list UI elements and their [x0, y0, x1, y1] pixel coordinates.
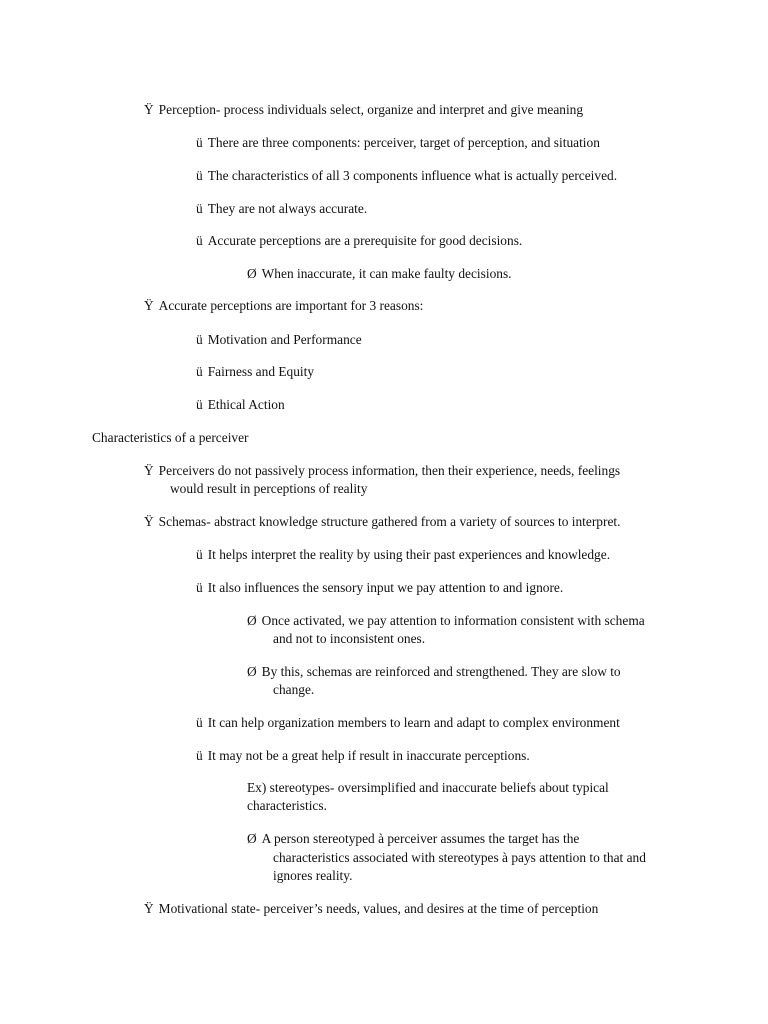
- list-item: [196, 396, 285, 414]
- item-text: Ethical Action: [207, 397, 285, 412]
- bullet-icon: Ÿ: [144, 102, 154, 117]
- check-bullet-icon: ü: [196, 168, 203, 183]
- example-item: [247, 779, 609, 797]
- list-item: [144, 101, 583, 119]
- item-text: Accurate perceptions are a prerequisite for good decisions.: [207, 233, 523, 248]
- item-text: It can help organization members to learn and adapt to complex environment: [207, 715, 620, 730]
- list-item: [196, 331, 362, 349]
- item-text: It may not be a great help if result in inaccurate perceptions.: [207, 748, 530, 763]
- bullet-icon: Ÿ: [144, 901, 154, 916]
- item-text: Perception- process individuals select, organize and interpret and give meaning: [158, 102, 584, 117]
- check-bullet-icon: ü: [196, 364, 203, 379]
- list-item: [196, 714, 620, 732]
- arrow-bullet-icon: Ø: [247, 831, 257, 846]
- item-text: Motivation and Performance: [207, 332, 362, 347]
- list-item: [196, 167, 617, 185]
- list-item: [144, 513, 620, 531]
- list-item: [196, 232, 522, 250]
- arrow-bullet-icon: Ø: [247, 664, 257, 679]
- check-bullet-icon: ü: [196, 201, 203, 216]
- item-text: They are not always accurate.: [207, 201, 368, 216]
- heading-text: Characteristics of a perceiver: [92, 430, 249, 445]
- bullet-icon: Ÿ: [144, 298, 154, 313]
- check-bullet-icon: ü: [196, 332, 203, 347]
- arrow-bullet-icon: Ø: [247, 266, 257, 281]
- item-continuation: would result in perceptions of reality: [170, 481, 368, 496]
- item-text: Perceivers do not passively process information, then their experience, needs, feelings: [158, 463, 621, 478]
- section-heading: [92, 429, 249, 447]
- bullet-icon: Ÿ: [144, 463, 154, 478]
- list-item: [196, 546, 610, 564]
- item-text: By this, schemas are reinforced and strengthened. They are slow to: [261, 664, 621, 679]
- item-text: The characteristics of all 3 components influence what is actually perceived.: [207, 168, 618, 183]
- list-item: [196, 134, 600, 152]
- list-item: [247, 830, 579, 848]
- list-item: [144, 900, 598, 918]
- item-continuation: characteristics.: [247, 798, 327, 813]
- list-item: [196, 747, 530, 765]
- bullet-icon: Ÿ: [144, 514, 154, 529]
- list-item: [247, 663, 621, 681]
- item-continuation: characteristics associated with stereotypes à pays attention to that and: [273, 850, 646, 865]
- item-continuation: and not to inconsistent ones.: [273, 631, 426, 646]
- list-item: [144, 462, 620, 480]
- list-item: [247, 612, 645, 630]
- item-text: When inaccurate, it can make faulty decisions.: [261, 266, 512, 281]
- item-text: Accurate perceptions are important for 3 reasons:: [158, 298, 424, 313]
- item-text: It also influences the sensory input we pay attention to and ignore.: [207, 580, 564, 595]
- list-item: [144, 297, 423, 315]
- item-continuation: ignores reality.: [273, 868, 353, 883]
- item-text: Once activated, we pay attention to information consistent with schema: [261, 613, 645, 628]
- item-text: Schemas- abstract knowledge structure gathered from a variety of sources to interpret.: [158, 514, 621, 529]
- item-text: Fairness and Equity: [207, 364, 315, 379]
- item-continuation: change.: [273, 682, 315, 697]
- item-text: It helps interpret the reality by using their past experiences and knowledge.: [207, 547, 611, 562]
- list-item: [196, 200, 367, 218]
- item-text: Motivational state- perceiver’s needs, values, and desires at the time of perception: [158, 901, 599, 916]
- check-bullet-icon: ü: [196, 748, 203, 763]
- list-item: [247, 265, 512, 283]
- item-text: There are three components: perceiver, target of perception, and situation: [207, 135, 600, 150]
- check-bullet-icon: ü: [196, 580, 203, 595]
- check-bullet-icon: ü: [196, 233, 203, 248]
- check-bullet-icon: ü: [196, 547, 203, 562]
- list-item: [196, 579, 563, 597]
- arrow-bullet-icon: Ø: [247, 613, 257, 628]
- item-text: Ex) stereotypes- oversimplified and inaccurate beliefs about typical: [247, 780, 609, 795]
- check-bullet-icon: ü: [196, 135, 203, 150]
- list-item: [196, 363, 314, 381]
- check-bullet-icon: ü: [196, 715, 203, 730]
- item-text: A person stereotyped à perceiver assumes the target has the: [261, 831, 580, 846]
- check-bullet-icon: ü: [196, 397, 203, 412]
